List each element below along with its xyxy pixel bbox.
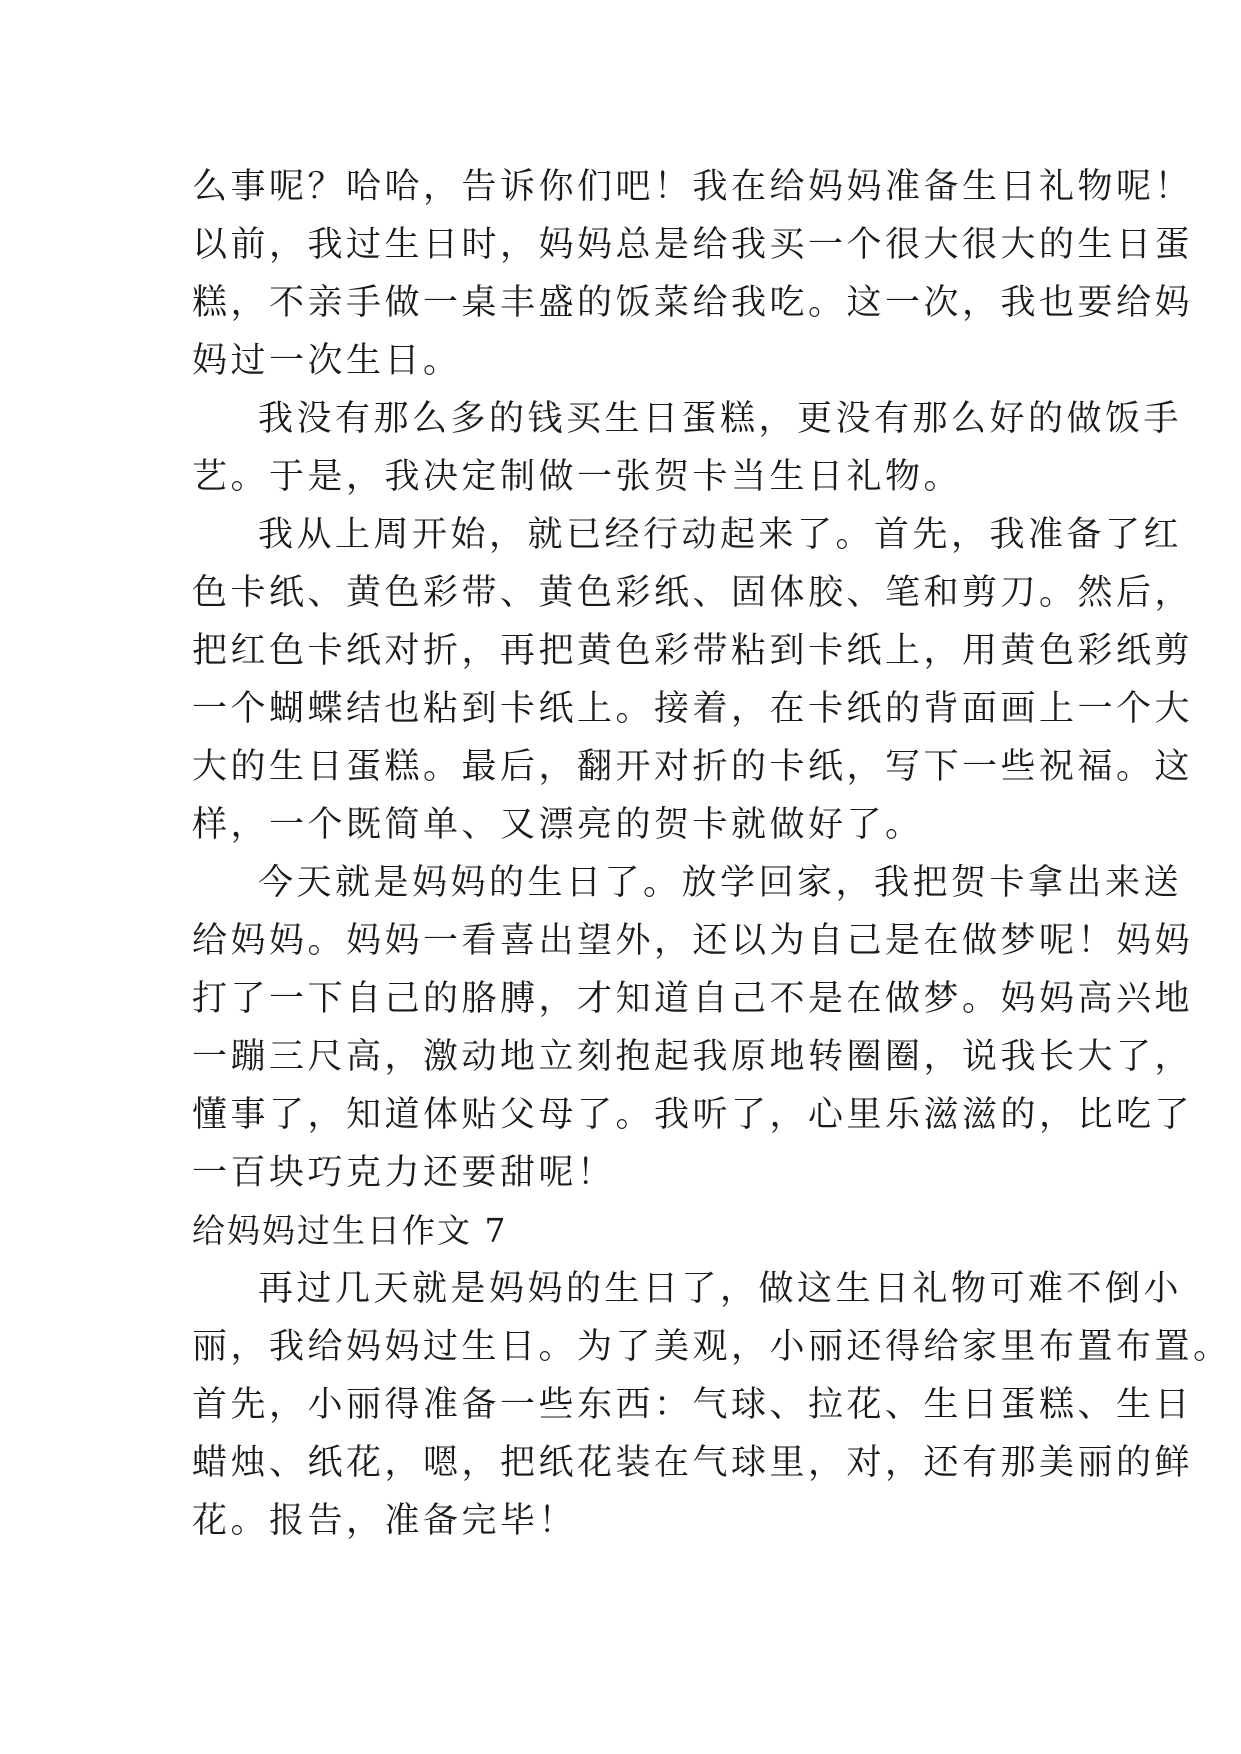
essay-heading: 给妈妈过生日作文 7 bbox=[192, 1211, 508, 1250]
paragraph-first-line: 我从上周开始，就已经行动起来了。首先，我准备了红 bbox=[258, 515, 1183, 555]
essay-7-body bbox=[192, 1260, 1232, 1550]
document-page bbox=[192, 158, 1232, 1550]
text-line: 样，一个既简单、又漂亮的贺卡就做好了。 bbox=[192, 805, 924, 845]
text-line: 么事呢？哈哈，告诉你们吧！我在给妈妈准备生日礼物呢！ bbox=[192, 167, 1194, 207]
text-line: 首先，小丽得准备一些东西：气球、拉花、生日蛋糕、生日 bbox=[192, 1385, 1194, 1425]
paragraph-first-line: 再过几天就是妈妈的生日了，做这生日礼物可难不倒小 bbox=[258, 1269, 1183, 1309]
text-line: 一蹦三尺高，激动地立刻抱起我原地转圈圈，说我长大了， bbox=[192, 1037, 1194, 1077]
text-line: 懂事了，知道体贴父母了。我听了，心里乐滋滋的，比吃了 bbox=[192, 1095, 1194, 1135]
text-line: 糕，不亲手做一桌丰盛的饭菜给我吃。这一次，我也要给妈 bbox=[192, 283, 1194, 323]
text-line: 艺。于是，我决定制做一张贺卡当生日礼物。 bbox=[192, 457, 963, 497]
text-line: 花。报告，准备完毕！ bbox=[192, 1501, 578, 1541]
text-line: 一个蝴蝶结也粘到卡纸上。接着，在卡纸的背面画上一个大 bbox=[192, 689, 1194, 729]
text-line: 蜡烛、纸花，嗯，把纸花装在气球里，对，还有那美丽的鲜 bbox=[192, 1443, 1194, 1483]
text-line: 以前，我过生日时，妈妈总是给我买一个很大很大的生日蛋 bbox=[192, 225, 1194, 265]
text-line: 一百块巧克力还要甜呢！ bbox=[192, 1153, 616, 1193]
text-line: 妈过一次生日。 bbox=[192, 341, 462, 381]
text-line: 给妈妈。妈妈一看喜出望外，还以为自己是在做梦呢！妈妈 bbox=[192, 921, 1194, 961]
paragraph-first-line: 今天就是妈妈的生日了。放学回家，我把贺卡拿出来送 bbox=[258, 863, 1183, 903]
essay-6-body bbox=[192, 158, 1194, 1202]
text-line: 打了一下自己的胳膊，才知道自己不是在做梦。妈妈高兴地 bbox=[192, 979, 1194, 1019]
text-line: 把红色卡纸对折，再把黄色彩带粘到卡纸上，用黄色彩纸剪 bbox=[192, 631, 1194, 671]
text-line: 色卡纸、黄色彩带、黄色彩纸、固体胶、笔和剪刀。然后， bbox=[192, 573, 1194, 613]
text-line: 丽，我给妈妈过生日。为了美观，小丽还得给家里布置布置。 bbox=[192, 1327, 1232, 1367]
text-line: 大的生日蛋糕。最后，翻开对折的卡纸，写下一些祝福。这 bbox=[192, 747, 1194, 787]
paragraph-first-line: 我没有那么多的钱买生日蛋糕，更没有那么好的做饭手 bbox=[258, 399, 1183, 439]
